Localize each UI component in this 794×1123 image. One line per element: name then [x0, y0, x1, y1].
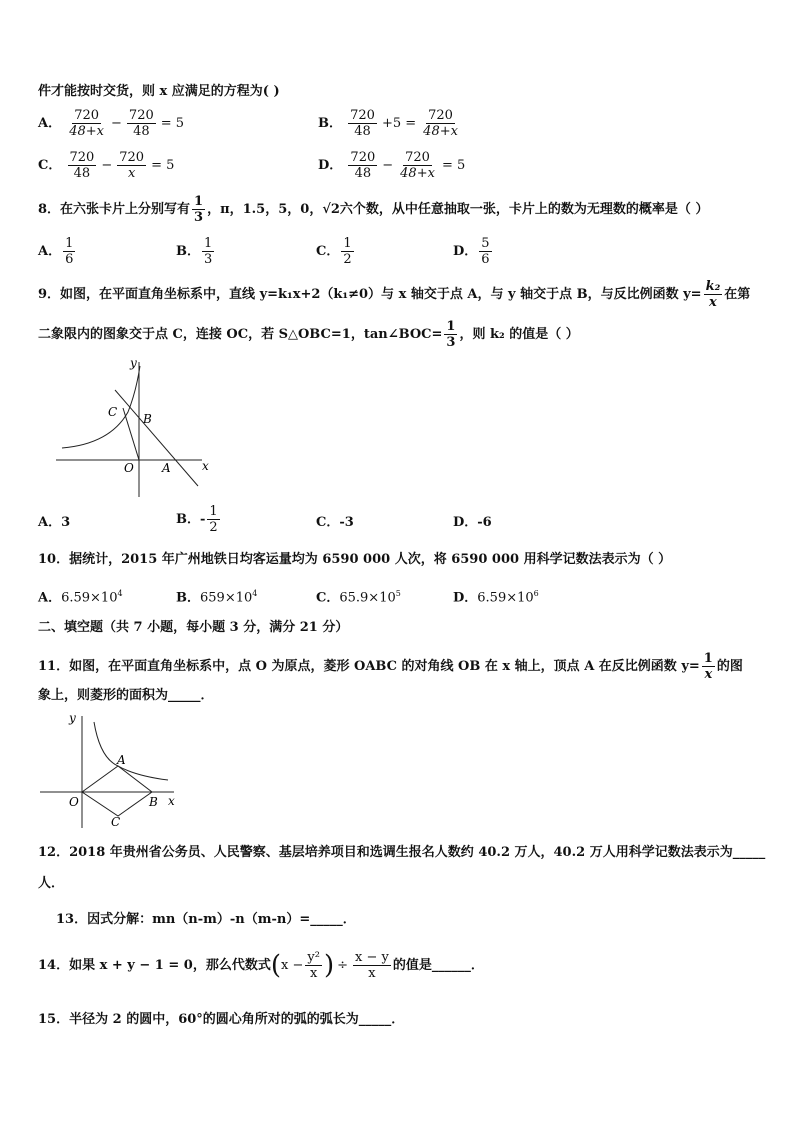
q9-label-b: B [143, 412, 152, 426]
q10-option-c[interactable]: C．$65.9\times 10^5$ [316, 589, 401, 606]
q11-label-x: x [168, 794, 175, 808]
q8-stem: 8．在六张卡片上分别写有 $\frac{1}{3}$ ，π，1.5，5，0，√2六个数，从中任意抽取一张，卡片上的数为无理数的概率是（ ） [38, 194, 709, 225]
q11-label-y: y [69, 711, 76, 725]
q12-stem-line1: 12．2018 年贵州省公务员、人民警察、基层培养项目和选调生报名人数约 40.2 万人，40.2 万人用科学记数法表示为_____ [38, 845, 766, 860]
q9-label-y: y [130, 356, 137, 370]
q14-stem: 14．如果 x + y − 1 = 0，那么代数式(x − $\frac{\text{y²}}{x}$ ) ÷ $\frac{x - y}{x}$ 的值是______． [38, 950, 484, 981]
q7-option-b[interactable]: B． $\frac{720}{48}$ +5 = $\frac{720}{48+x}$ [318, 108, 458, 139]
q9-option-d[interactable]: D．-6 [453, 515, 492, 530]
q11-hyperbola [94, 722, 168, 780]
q7-option-c[interactable]: C． $\frac{720}{48}$ − $\frac{720}{x}$ = 5 [38, 150, 175, 181]
q9-stem-line2: 二象限内的图象交于点 C，连接 OC，若 S△OBC=1，tan∠BOC= $\frac{1}{3}$ ，则 k₂ 的值是（ ） [38, 319, 579, 350]
q8-option-b[interactable]: B． $\frac{1}{3}$ [176, 236, 213, 267]
section-heading: 二、填空题（共 7 小题，每小题 3 分，满分 21 分） [38, 620, 349, 635]
q9-label-x: x [202, 459, 209, 473]
q9-stem-line1: 9．如图，在平面直角坐标系中，直线 y=k₁x+2（k₁≠0）与 x 轴交于点 A，与 y 轴交于点 B，与反比例函数 y= $\frac{\text{k₂}}{x}$ 在第 [38, 279, 751, 310]
q9-graph [50, 352, 220, 502]
q9-hyperbola [62, 366, 140, 448]
q10-option-d[interactable]: D．$6.59\times 10^6$ [453, 589, 539, 606]
q11-stem-line2: 象上，则菱形的面积为_____． [38, 688, 214, 703]
q11-stem-line1: 11．如图，在平面直角坐标系中，点 O 为原点，菱形 OABC 的对角线 OB 在 x 轴上，顶点 A 在反比例函数 y= $\frac{1}{x}$ 的图 [38, 651, 743, 682]
q8-option-c[interactable]: C． $\frac{1}{2}$ [316, 236, 352, 267]
q10-option-b[interactable]: B．$659\times 10^4$ [176, 589, 258, 606]
q10-stem: 10．据统计，2015 年广州地铁日均客运量均为 6590 000 人次，将 6590 000 用科学记数法表示为（ ） [38, 552, 672, 567]
q13-stem: 13．因式分解：mn（n-m）-n（m-n）=_____． [56, 912, 356, 927]
q11-label-c: C [111, 815, 121, 829]
q8-option-d[interactable]: D． $\frac{5}{6}$ [453, 236, 490, 267]
q11-label-b: B [149, 795, 158, 809]
q10-option-a[interactable]: A．$6.59\times 10^4$ [38, 589, 123, 606]
q9-label-o: O [124, 461, 134, 475]
q12-stem-line2: 人． [38, 876, 65, 891]
q9-label-a: A [162, 461, 171, 475]
q15-stem: 15．半径为 2 的圆中，60°的圆心角所对的弧的弧长为_____． [38, 1012, 405, 1027]
q9-option-c[interactable]: C．-3 [316, 515, 354, 530]
q9-option-a[interactable]: A．3 [38, 515, 71, 530]
q11-label-o: O [69, 795, 79, 809]
q9-label-c: C [108, 405, 118, 419]
q7-stem: 件才能按时交货，则 x 应满足的方程为( ) [38, 84, 280, 99]
q11-graph [36, 708, 196, 833]
q11-rhombus [82, 766, 152, 816]
q7-option-d[interactable]: D． $\frac{720}{48}$ − $\frac{720}{48+x}$ = 5 [318, 150, 466, 181]
q11-label-a: A [117, 753, 126, 767]
q7-option-a[interactable]: A． $\frac{720}{48+x}$ − $\frac{720}{48}$ = 5 [38, 108, 185, 139]
q9-option-b[interactable]: B．- $\frac{1}{2}$ [176, 504, 218, 535]
q9-segment-oc [123, 408, 139, 460]
q8-option-a[interactable]: A． $\frac{1}{6}$ [38, 236, 74, 267]
